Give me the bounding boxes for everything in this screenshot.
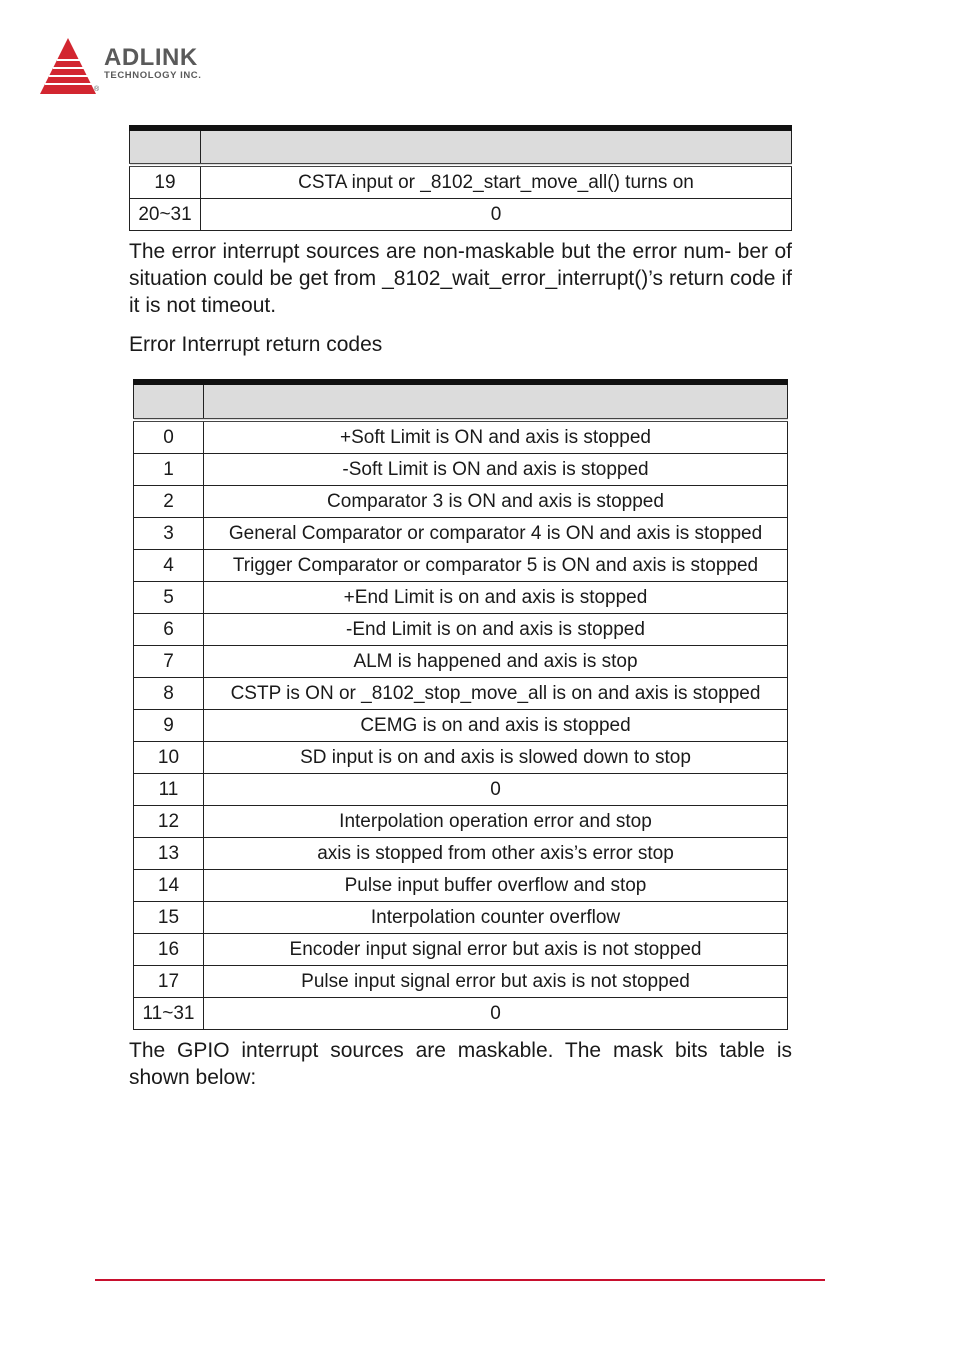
code-cell: 10 bbox=[134, 742, 204, 774]
table-row bbox=[134, 934, 788, 966]
table-row bbox=[134, 646, 788, 678]
company-logo bbox=[38, 36, 238, 98]
adlink-triangle-logo-icon bbox=[38, 36, 100, 98]
description-cell: Interpolation counter overflow bbox=[204, 902, 788, 934]
description-cell: +Soft Limit is ON and axis is stopped bbox=[204, 420, 788, 454]
header-cell-bit bbox=[130, 128, 201, 165]
code-cell: 12 bbox=[134, 806, 204, 838]
header-cell-description bbox=[201, 128, 792, 165]
table-row bbox=[134, 742, 788, 774]
table-header-row bbox=[130, 128, 792, 165]
description-cell: Comparator 3 is ON and axis is stopped bbox=[204, 486, 788, 518]
description-cell: SD input is on and axis is slowed down to stop bbox=[204, 742, 788, 774]
description-cell: Pulse input signal error but axis is not stopped bbox=[204, 966, 788, 998]
table-row bbox=[134, 966, 788, 998]
header-cell-code bbox=[134, 382, 204, 420]
code-cell: 17 bbox=[134, 966, 204, 998]
table-row bbox=[134, 678, 788, 710]
table-row bbox=[134, 838, 788, 870]
gpio-interrupt-paragraph: The GPIO interrupt sources are maskable. The mask bits table is shown below: bbox=[129, 1039, 792, 1089]
code-cell: 8 bbox=[134, 678, 204, 710]
table-row bbox=[134, 774, 788, 806]
error-return-codes-table bbox=[133, 379, 788, 1030]
description-cell: General Comparator or comparator 4 is ON and axis is stopped bbox=[204, 518, 788, 550]
logo-tagline: TECHNOLOGY INC. bbox=[104, 70, 202, 81]
code-cell: 2 bbox=[134, 486, 204, 518]
table-row bbox=[134, 486, 788, 518]
description-cell: axis is stopped from other axis’s error stop bbox=[204, 838, 788, 870]
code-cell: 1 bbox=[134, 454, 204, 486]
table-row bbox=[134, 518, 788, 550]
code-cell: 3 bbox=[134, 518, 204, 550]
description-cell: -End Limit is on and axis is stopped bbox=[204, 614, 788, 646]
table-row bbox=[134, 420, 788, 454]
table-row bbox=[134, 614, 788, 646]
code-cell: 4 bbox=[134, 550, 204, 582]
bit-cell: 19 bbox=[130, 165, 201, 199]
description-cell: CSTA input or _8102_start_move_all() turns on bbox=[201, 165, 792, 199]
code-cell: 16 bbox=[134, 934, 204, 966]
table-row bbox=[130, 199, 792, 231]
code-cell: 0 bbox=[134, 420, 204, 454]
table-row bbox=[134, 902, 788, 934]
table-header-row bbox=[134, 382, 788, 420]
header-cell-description bbox=[204, 382, 788, 420]
table-row bbox=[134, 582, 788, 614]
code-cell: 13 bbox=[134, 838, 204, 870]
error-interrupt-paragraph: The error interrupt sources are non-maskable but the error num- ber of situation could be get from _8102_wait_error_interrupt()’s return code if it is not timeout. bbox=[129, 240, 792, 317]
table-row bbox=[134, 870, 788, 902]
code-cell: 5 bbox=[134, 582, 204, 614]
code-cell: 15 bbox=[134, 902, 204, 934]
table-row bbox=[134, 550, 788, 582]
code-cell: 9 bbox=[134, 710, 204, 742]
description-cell: +End Limit is on and axis is stopped bbox=[204, 582, 788, 614]
code-cell: 11 bbox=[134, 774, 204, 806]
code-cell: 6 bbox=[134, 614, 204, 646]
description-cell: CEMG is on and axis is stopped bbox=[204, 710, 788, 742]
footer-divider bbox=[95, 1279, 825, 1281]
table-row bbox=[134, 710, 788, 742]
code-cell: 14 bbox=[134, 870, 204, 902]
table-row bbox=[134, 454, 788, 486]
description-cell: Encoder input signal error but axis is not stopped bbox=[204, 934, 788, 966]
bit-cell: 20~31 bbox=[130, 199, 201, 231]
table-row bbox=[134, 998, 788, 1030]
error-codes-caption: Error Interrupt return codes bbox=[129, 333, 383, 356]
table-row bbox=[134, 806, 788, 838]
code-cell: 7 bbox=[134, 646, 204, 678]
description-cell: Pulse input buffer overflow and stop bbox=[204, 870, 788, 902]
code-cell: 11~31 bbox=[134, 998, 204, 1030]
table-row bbox=[130, 165, 792, 199]
description-cell: 0 bbox=[201, 199, 792, 231]
description-cell: CSTP is ON or _8102_stop_move_all is on and axis is stopped bbox=[204, 678, 788, 710]
registered-mark: ® bbox=[94, 86, 100, 93]
description-cell: ALM is happened and axis is stop bbox=[204, 646, 788, 678]
logo-wordmark: ADLINK bbox=[104, 44, 198, 71]
description-cell: 0 bbox=[204, 774, 788, 806]
description-cell: 0 bbox=[204, 998, 788, 1030]
description-cell: Trigger Comparator or comparator 5 is ON and axis is stopped bbox=[204, 550, 788, 582]
interrupt-bits-table-continued bbox=[129, 125, 792, 231]
description-cell: Interpolation operation error and stop bbox=[204, 806, 788, 838]
description-cell: -Soft Limit is ON and axis is stopped bbox=[204, 454, 788, 486]
